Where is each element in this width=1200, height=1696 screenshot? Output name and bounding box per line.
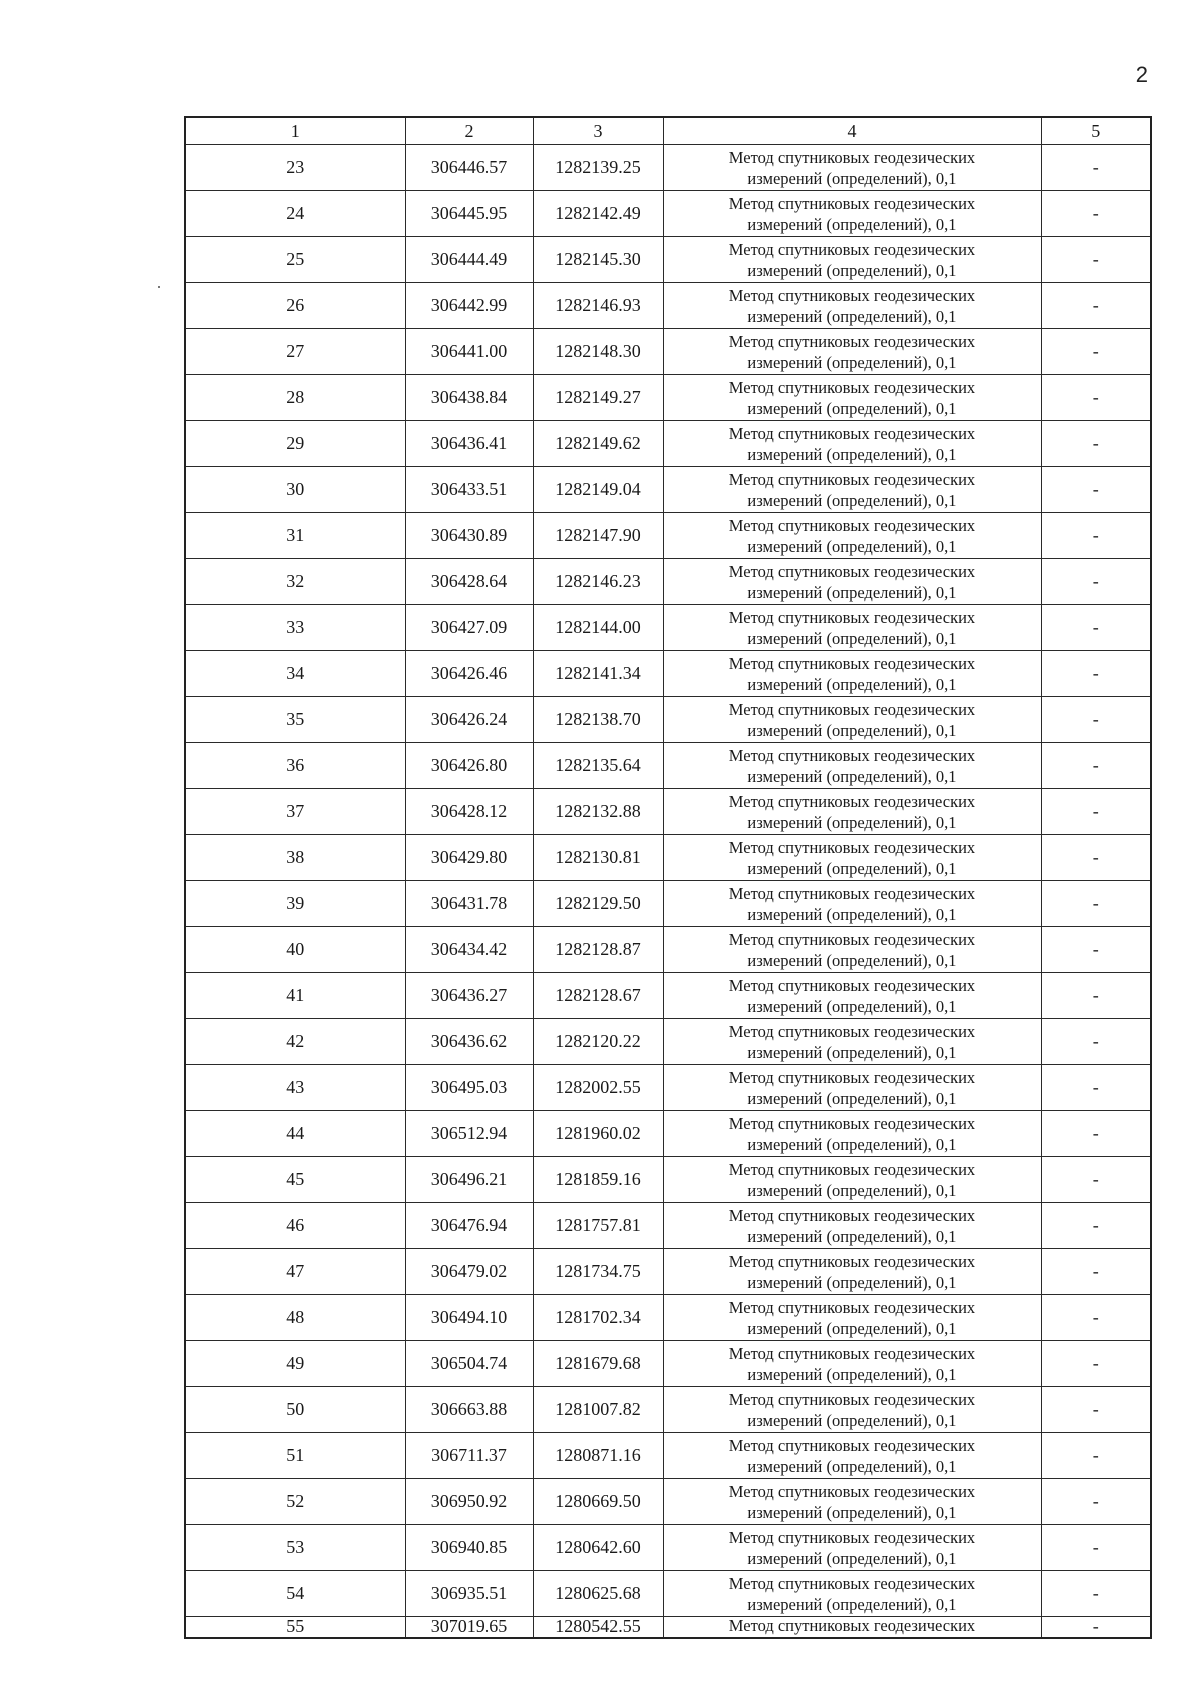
coordinate-x: 306428.64 xyxy=(405,559,533,605)
note-value: - xyxy=(1041,1341,1151,1387)
coordinate-x: 306663.88 xyxy=(405,1387,533,1433)
note-value: - xyxy=(1041,743,1151,789)
method-description xyxy=(663,329,1041,375)
method-description xyxy=(663,1065,1041,1111)
method-description xyxy=(663,1249,1041,1295)
coordinate-y: 1282120.22 xyxy=(533,1019,663,1065)
coordinate-x: 306950.92 xyxy=(405,1479,533,1525)
table-row xyxy=(185,513,1151,559)
method-line-2: измерений (определений), 0,1 xyxy=(747,582,957,602)
coordinate-x: 306436.62 xyxy=(405,1019,533,1065)
table-row xyxy=(185,1157,1151,1203)
method-description xyxy=(663,651,1041,697)
page-number: 2 xyxy=(1135,62,1148,87)
coordinate-y: 1282135.64 xyxy=(533,743,663,789)
coordinate-y: 1282149.62 xyxy=(533,421,663,467)
header-col-5: 5 xyxy=(1041,117,1151,145)
coordinate-y: 1282149.27 xyxy=(533,375,663,421)
method-line-2: измерений (определений), 0,1 xyxy=(747,1134,957,1154)
method-description xyxy=(663,1295,1041,1341)
method-line-1: Метод спутниковых геодезических xyxy=(728,1297,976,1317)
coordinate-y: 1282138.70 xyxy=(533,697,663,743)
note-value: - xyxy=(1041,237,1151,283)
method-line-2: измерений (определений), 0,1 xyxy=(747,1548,957,1568)
coordinate-x: 306444.49 xyxy=(405,237,533,283)
method-description: Метод спутниковых геодезических xyxy=(663,1617,1041,1639)
method-description xyxy=(663,881,1041,927)
method-description xyxy=(663,697,1041,743)
note-value: - xyxy=(1041,1157,1151,1203)
point-number: 52 xyxy=(185,1479,405,1525)
method-description xyxy=(663,1019,1041,1065)
method-description xyxy=(663,1111,1041,1157)
method-line-2: измерений (определений), 0,1 xyxy=(747,812,957,832)
note-value: - xyxy=(1041,881,1151,927)
note-value: - xyxy=(1041,697,1151,743)
table-row xyxy=(185,1341,1151,1387)
method-description xyxy=(663,559,1041,605)
note-value: - xyxy=(1041,973,1151,1019)
point-number: 55 xyxy=(185,1617,405,1639)
point-number: 35 xyxy=(185,697,405,743)
note-value: - xyxy=(1041,1111,1151,1157)
point-number: 28 xyxy=(185,375,405,421)
point-number: 47 xyxy=(185,1249,405,1295)
method-line-1: Метод спутниковых геодезических xyxy=(728,1343,976,1363)
point-number: 45 xyxy=(185,1157,405,1203)
note-value: - xyxy=(1041,1617,1151,1639)
table-row xyxy=(185,1479,1151,1525)
coordinate-x: 306431.78 xyxy=(405,881,533,927)
coordinate-x: 306479.02 xyxy=(405,1249,533,1295)
method-line-1: Метод спутниковых геодезических xyxy=(728,745,976,765)
coordinate-y: 1282148.30 xyxy=(533,329,663,375)
table-row xyxy=(185,237,1151,283)
method-line-2: измерений (определений), 0,1 xyxy=(747,950,957,970)
point-number: 42 xyxy=(185,1019,405,1065)
note-value: - xyxy=(1041,1249,1151,1295)
coordinate-y: 1282146.93 xyxy=(533,283,663,329)
table-row xyxy=(185,605,1151,651)
table-row xyxy=(185,421,1151,467)
point-number: 32 xyxy=(185,559,405,605)
point-number: 43 xyxy=(185,1065,405,1111)
coordinate-x: 306441.00 xyxy=(405,329,533,375)
coordinate-y: 1282145.30 xyxy=(533,237,663,283)
method-line-1: Метод спутниковых геодезических xyxy=(728,1205,976,1225)
point-number: 41 xyxy=(185,973,405,1019)
table-row xyxy=(185,375,1151,421)
method-description xyxy=(663,973,1041,1019)
method-line-1: Метод спутниковых геодезических xyxy=(728,929,976,949)
coordinate-x: 306940.85 xyxy=(405,1525,533,1571)
method-description xyxy=(663,145,1041,191)
table-row xyxy=(185,1617,1151,1639)
note-value: - xyxy=(1041,329,1151,375)
note-value: - xyxy=(1041,559,1151,605)
coordinate-x: 306442.99 xyxy=(405,283,533,329)
method-line-1: Метод спутниковых геодезических xyxy=(728,607,976,627)
note-value: - xyxy=(1041,605,1151,651)
table-row xyxy=(185,881,1151,927)
method-description xyxy=(663,1203,1041,1249)
point-number: 54 xyxy=(185,1571,405,1617)
method-line-2: измерений (определений), 0,1 xyxy=(747,1502,957,1522)
method-line-1: Метод спутниковых геодезических xyxy=(728,883,976,903)
coordinate-x: 307019.65 xyxy=(405,1617,533,1639)
method-line-1: Метод спутниковых геодезических xyxy=(728,1527,976,1547)
point-number: 33 xyxy=(185,605,405,651)
table-row xyxy=(185,1019,1151,1065)
method-line-2: измерений (определений), 0,1 xyxy=(747,398,957,418)
coordinate-y: 1282144.00 xyxy=(533,605,663,651)
method-line-2: измерений (определений), 0,1 xyxy=(747,1088,957,1108)
method-line-2: измерений (определений), 0,1 xyxy=(747,214,957,234)
table-row xyxy=(185,651,1151,697)
coordinate-x: 306438.84 xyxy=(405,375,533,421)
coordinate-y: 1282142.49 xyxy=(533,191,663,237)
point-number: 48 xyxy=(185,1295,405,1341)
coordinates-table xyxy=(184,116,1152,1639)
coordinate-y: 1282139.25 xyxy=(533,145,663,191)
method-line-1: Метод спутниковых геодезических xyxy=(728,1067,976,1087)
method-line-2: измерений (определений), 0,1 xyxy=(747,352,957,372)
table-row xyxy=(185,1203,1151,1249)
method-description xyxy=(663,237,1041,283)
point-number: 26 xyxy=(185,283,405,329)
method-line-1: Метод спутниковых геодезических xyxy=(728,1251,976,1271)
table-header xyxy=(185,117,1151,145)
coordinate-y: 1281702.34 xyxy=(533,1295,663,1341)
point-number: 50 xyxy=(185,1387,405,1433)
coordinate-x: 306436.27 xyxy=(405,973,533,1019)
coordinate-y: 1282132.88 xyxy=(533,789,663,835)
note-value: - xyxy=(1041,835,1151,881)
point-number: 37 xyxy=(185,789,405,835)
coordinate-x: 306504.74 xyxy=(405,1341,533,1387)
method-line-2: измерений (определений), 0,1 xyxy=(747,1042,957,1062)
point-number: 40 xyxy=(185,927,405,973)
coordinate-x: 306436.41 xyxy=(405,421,533,467)
note-value: - xyxy=(1041,1525,1151,1571)
coordinate-y: 1280542.55 xyxy=(533,1617,663,1639)
note-value: - xyxy=(1041,651,1151,697)
note-value: - xyxy=(1041,513,1151,559)
table-row xyxy=(185,1111,1151,1157)
method-line-2: измерений (определений), 0,1 xyxy=(747,444,957,464)
method-description xyxy=(663,375,1041,421)
note-value: - xyxy=(1041,1203,1151,1249)
point-number: 25 xyxy=(185,237,405,283)
coordinate-x: 306426.24 xyxy=(405,697,533,743)
table-row xyxy=(185,973,1151,1019)
coordinate-y: 1282146.23 xyxy=(533,559,663,605)
coordinate-y: 1281679.68 xyxy=(533,1341,663,1387)
table-row xyxy=(185,835,1151,881)
coordinate-x: 306711.37 xyxy=(405,1433,533,1479)
method-line-2: измерений (определений), 0,1 xyxy=(747,766,957,786)
point-number: 39 xyxy=(185,881,405,927)
table-row xyxy=(185,927,1151,973)
point-number: 49 xyxy=(185,1341,405,1387)
method-description xyxy=(663,1387,1041,1433)
method-line-1: Метод спутниковых геодезических xyxy=(728,331,976,351)
table-row xyxy=(185,329,1151,375)
coordinate-x: 306427.09 xyxy=(405,605,533,651)
coordinate-y: 1281757.81 xyxy=(533,1203,663,1249)
method-line-2: измерений (определений), 0,1 xyxy=(747,720,957,740)
method-line-1: Метод спутниковых геодезических xyxy=(728,561,976,581)
table-row xyxy=(185,1387,1151,1433)
note-value: - xyxy=(1041,1019,1151,1065)
method-line-1: Метод спутниковых геодезических xyxy=(728,1113,976,1133)
method-line-1: Метод спутниковых геодезических xyxy=(728,469,976,489)
coordinate-y: 1282149.04 xyxy=(533,467,663,513)
coordinate-y: 1281007.82 xyxy=(533,1387,663,1433)
coordinate-x: 306426.46 xyxy=(405,651,533,697)
coordinate-y: 1281960.02 xyxy=(533,1111,663,1157)
method-line-2: измерений (определений), 0,1 xyxy=(747,1272,957,1292)
method-description xyxy=(663,1525,1041,1571)
point-number: 23 xyxy=(185,145,405,191)
coordinate-x: 306445.95 xyxy=(405,191,533,237)
method-line-1: Метод спутниковых геодезических xyxy=(728,699,976,719)
method-line-2: измерений (определений), 0,1 xyxy=(747,1456,957,1476)
point-number: 51 xyxy=(185,1433,405,1479)
table-row xyxy=(185,743,1151,789)
coordinate-x: 306935.51 xyxy=(405,1571,533,1617)
method-line-1: Метод спутниковых геодезических xyxy=(728,1021,976,1041)
method-description xyxy=(663,191,1041,237)
table-row xyxy=(185,789,1151,835)
coordinate-y: 1282147.90 xyxy=(533,513,663,559)
note-value: - xyxy=(1041,1479,1151,1525)
coordinate-y: 1282141.34 xyxy=(533,651,663,697)
method-line-1: Метод спутниковых геодезических xyxy=(728,975,976,995)
method-line-2: измерений (определений), 0,1 xyxy=(747,858,957,878)
coordinate-x: 306496.21 xyxy=(405,1157,533,1203)
note-value: - xyxy=(1041,191,1151,237)
method-line-1: Метод спутниковых геодезических xyxy=(728,239,976,259)
method-line-1: Метод спутниковых геодезических xyxy=(728,147,976,167)
table-row xyxy=(185,467,1151,513)
point-number: 36 xyxy=(185,743,405,789)
point-number: 30 xyxy=(185,467,405,513)
method-line-1: Метод спутниковых геодезических xyxy=(728,377,976,397)
point-number: 31 xyxy=(185,513,405,559)
coordinate-x: 306495.03 xyxy=(405,1065,533,1111)
method-line-1: Метод спутниковых геодезических xyxy=(728,1573,976,1593)
method-line-2: измерений (определений), 0,1 xyxy=(747,1594,957,1614)
point-number: 44 xyxy=(185,1111,405,1157)
method-line-2: измерений (определений), 0,1 xyxy=(747,1180,957,1200)
coordinate-y: 1282128.67 xyxy=(533,973,663,1019)
method-line-1: Метод спутниковых геодезических xyxy=(728,1481,976,1501)
table-row xyxy=(185,1065,1151,1111)
coordinate-y: 1282002.55 xyxy=(533,1065,663,1111)
table-row xyxy=(185,1525,1151,1571)
coordinate-y: 1280871.16 xyxy=(533,1433,663,1479)
method-line-2: измерений (определений), 0,1 xyxy=(747,536,957,556)
method-line-2: измерений (определений), 0,1 xyxy=(747,674,957,694)
note-value: - xyxy=(1041,789,1151,835)
method-line-1: Метод спутниковых геодезических xyxy=(728,791,976,811)
method-line-2: измерений (определений), 0,1 xyxy=(747,306,957,326)
note-value: - xyxy=(1041,1295,1151,1341)
coordinate-y: 1282129.50 xyxy=(533,881,663,927)
coordinate-y: 1282128.87 xyxy=(533,927,663,973)
coordinate-x: 306429.80 xyxy=(405,835,533,881)
method-description xyxy=(663,283,1041,329)
point-number: 34 xyxy=(185,651,405,697)
method-description xyxy=(663,835,1041,881)
table-body xyxy=(185,145,1151,1639)
coordinate-x: 306476.94 xyxy=(405,1203,533,1249)
header-col-1: 1 xyxy=(185,117,405,145)
coordinate-x: 306428.12 xyxy=(405,789,533,835)
note-value: - xyxy=(1041,421,1151,467)
coordinate-x: 306426.80 xyxy=(405,743,533,789)
note-value: - xyxy=(1041,1387,1151,1433)
method-description xyxy=(663,789,1041,835)
point-number: 24 xyxy=(185,191,405,237)
coordinate-x: 306494.10 xyxy=(405,1295,533,1341)
table-row xyxy=(185,191,1151,237)
coordinate-y: 1280625.68 xyxy=(533,1571,663,1617)
method-line-2: измерений (определений), 0,1 xyxy=(747,260,957,280)
coordinate-y: 1282130.81 xyxy=(533,835,663,881)
method-line-1: Метод спутниковых геодезических xyxy=(728,515,976,535)
scan-artifact xyxy=(158,286,160,288)
table-row xyxy=(185,1249,1151,1295)
method-description xyxy=(663,605,1041,651)
method-description xyxy=(663,467,1041,513)
method-line-2: измерений (определений), 0,1 xyxy=(747,490,957,510)
method-description xyxy=(663,513,1041,559)
method-line-2: измерений (определений), 0,1 xyxy=(747,1410,957,1430)
coordinate-x: 306512.94 xyxy=(405,1111,533,1157)
method-description xyxy=(663,1341,1041,1387)
table-row xyxy=(185,145,1151,191)
note-value: - xyxy=(1041,467,1151,513)
table-row xyxy=(185,1295,1151,1341)
point-number: 38 xyxy=(185,835,405,881)
method-description xyxy=(663,927,1041,973)
coordinate-x: 306446.57 xyxy=(405,145,533,191)
point-number: 46 xyxy=(185,1203,405,1249)
header-row xyxy=(185,117,1151,145)
method-line-1: Метод спутниковых геодезических xyxy=(728,1435,976,1455)
coordinate-y: 1281734.75 xyxy=(533,1249,663,1295)
note-value: - xyxy=(1041,145,1151,191)
point-number: 27 xyxy=(185,329,405,375)
method-line-1: Метод спутниковых геодезических xyxy=(728,1159,976,1179)
coordinate-y: 1280642.60 xyxy=(533,1525,663,1571)
coordinate-y: 1281859.16 xyxy=(533,1157,663,1203)
note-value: - xyxy=(1041,375,1151,421)
coordinate-y: 1280669.50 xyxy=(533,1479,663,1525)
method-description xyxy=(663,1157,1041,1203)
method-line-2: измерений (определений), 0,1 xyxy=(747,904,957,924)
note-value: - xyxy=(1041,283,1151,329)
header-col-4: 4 xyxy=(663,117,1041,145)
method-line-2: измерений (определений), 0,1 xyxy=(747,168,957,188)
header-col-3: 3 xyxy=(533,117,663,145)
header-col-2: 2 xyxy=(405,117,533,145)
coordinate-x: 306433.51 xyxy=(405,467,533,513)
note-value: - xyxy=(1041,927,1151,973)
method-description xyxy=(663,1571,1041,1617)
note-value: - xyxy=(1041,1433,1151,1479)
method-line-2: измерений (определений), 0,1 xyxy=(747,996,957,1016)
method-line-1: Метод спутниковых геодезических xyxy=(728,193,976,213)
method-description xyxy=(663,1433,1041,1479)
note-value: - xyxy=(1041,1571,1151,1617)
method-line-2: измерений (определений), 0,1 xyxy=(747,1318,957,1338)
method-line-2: измерений (определений), 0,1 xyxy=(747,628,957,648)
table-row xyxy=(185,1433,1151,1479)
table-row xyxy=(185,559,1151,605)
point-number: 53 xyxy=(185,1525,405,1571)
note-value: - xyxy=(1041,1065,1151,1111)
method-description xyxy=(663,1479,1041,1525)
point-number: 29 xyxy=(185,421,405,467)
method-description xyxy=(663,421,1041,467)
method-description xyxy=(663,743,1041,789)
coordinate-x: 306430.89 xyxy=(405,513,533,559)
method-line-1: Метод спутниковых геодезических xyxy=(728,285,976,305)
method-line-2: измерений (определений), 0,1 xyxy=(747,1226,957,1246)
method-line-1: Метод спутниковых геодезических xyxy=(728,423,976,443)
table-row xyxy=(185,283,1151,329)
method-line-1: Метод спутниковых геодезических xyxy=(728,653,976,673)
coordinate-x: 306434.42 xyxy=(405,927,533,973)
method-line-1: Метод спутниковых геодезических xyxy=(728,1389,976,1409)
table-row xyxy=(185,697,1151,743)
table-row xyxy=(185,1571,1151,1617)
method-line-1: Метод спутниковых геодезических xyxy=(728,837,976,857)
method-line-2: измерений (определений), 0,1 xyxy=(747,1364,957,1384)
